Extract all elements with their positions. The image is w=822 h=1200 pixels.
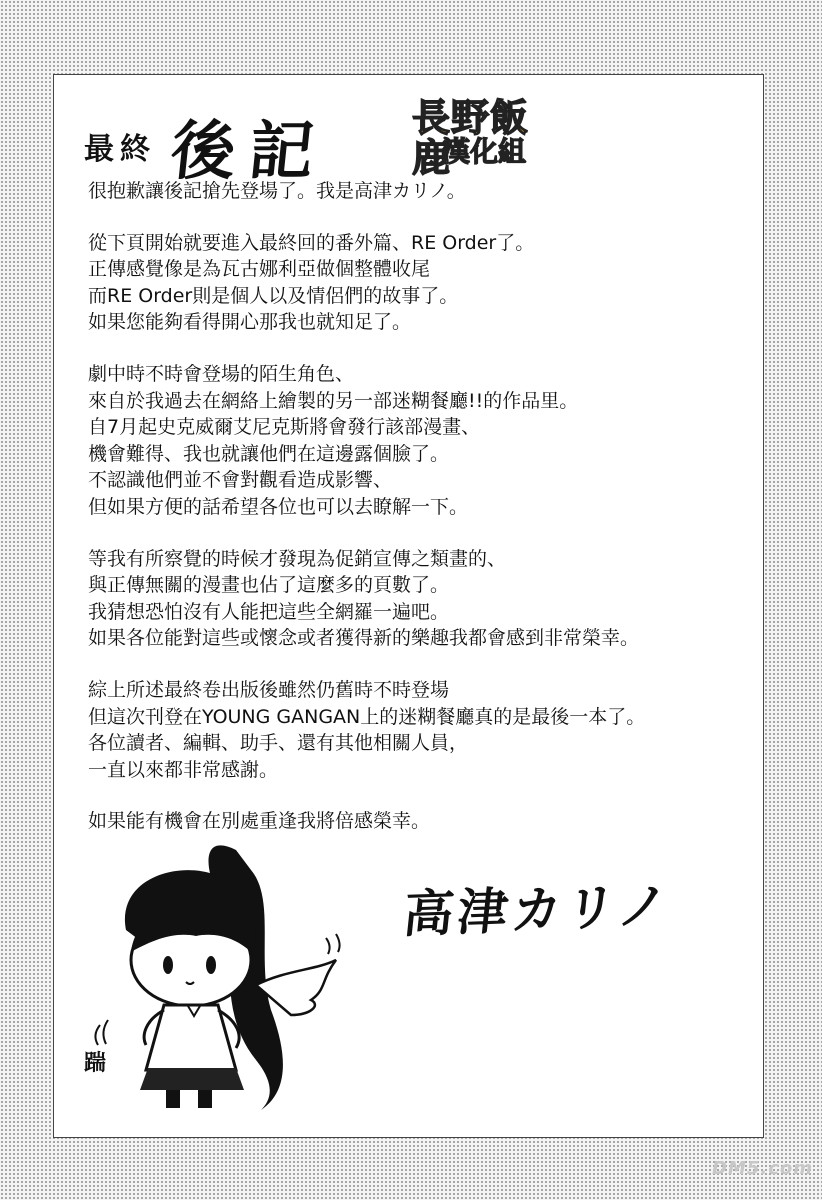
text-line: 來自於我過去在網絡上繪製的另一部迷糊餐廳!!的作品里。 [88,389,579,412]
text-line: 而RE Order則是個人以及情侶們的故事了。 [88,284,459,307]
sound-effect-text: 踹 [84,1050,107,1076]
text-line: 如果各位能對這些或懷念或者獲得新的樂趣我都會感到非常榮幸。 [88,627,640,650]
text-line: 劇中時不時會登場的陌生角色、 [88,362,355,385]
text-line: 機會難得、我也就讓他們在這邊露個臉了。 [88,442,450,465]
text-line: 如果您能夠看得開心那我也就知足了。 [88,311,412,334]
text-line: 如果能有機會在別處重逢我將倍感榮幸。 [88,810,431,833]
paragraph-4 [88,546,748,652]
text-line: 很抱歉讓後記搶先登場了。我是高津カリノ。 [88,180,466,202]
group-logo [412,95,562,180]
text-line: 一直以來都非常感謝。 [88,758,279,781]
page-title: 後記 [167,114,332,189]
text-line: 綜上所述最終卷出版後雖然仍舊時不時登場 [88,678,450,701]
afterword-text [88,178,748,860]
paragraph-3 [88,361,748,521]
logo-top-text: 長野飯鹿 [412,95,530,180]
watermark: DM5.com [712,1158,814,1179]
chibi-character-illustration [86,820,366,1120]
logo-bottom-text: 漢化組 [442,135,527,168]
text-line: 自7月起史克威爾艾尼克斯將會發行該部漫畫、 [88,416,481,439]
text-line: 正傳感覺像是為瓦古娜利亞做個整體收尾 [88,258,431,281]
text-line: 與正傳無關的漫畫也佔了這麼多的頁數了。 [88,574,450,597]
text-line: 我猜想恐怕沒有人能把這些全網羅一遍吧。 [88,600,450,623]
text-line: 各位讀者、編輯、助手、還有其他相關人員， [88,732,469,755]
text-line: 等我有所察覺的時候才發現為促銷宣傳之類畫的、 [88,547,507,570]
paragraph-5 [88,677,748,783]
paragraph-1 [88,178,748,205]
title-small: 最終 [84,132,156,167]
text-line: 但這次刊登在YOUNG GANGAN上的迷糊餐廳真的是最後一本了。 [88,705,646,728]
text-line: 但如果方便的話希望各位也可以去瞭解一下。 [88,495,469,518]
author-signature: 高津カリノ [400,875,675,944]
paragraph-2 [88,230,748,336]
text-line: 從下頁開始就要進入最終回的番外篇、RE Order了。 [88,231,535,254]
text-line: 不認識他們並不會對觀看造成影響、 [88,469,393,492]
